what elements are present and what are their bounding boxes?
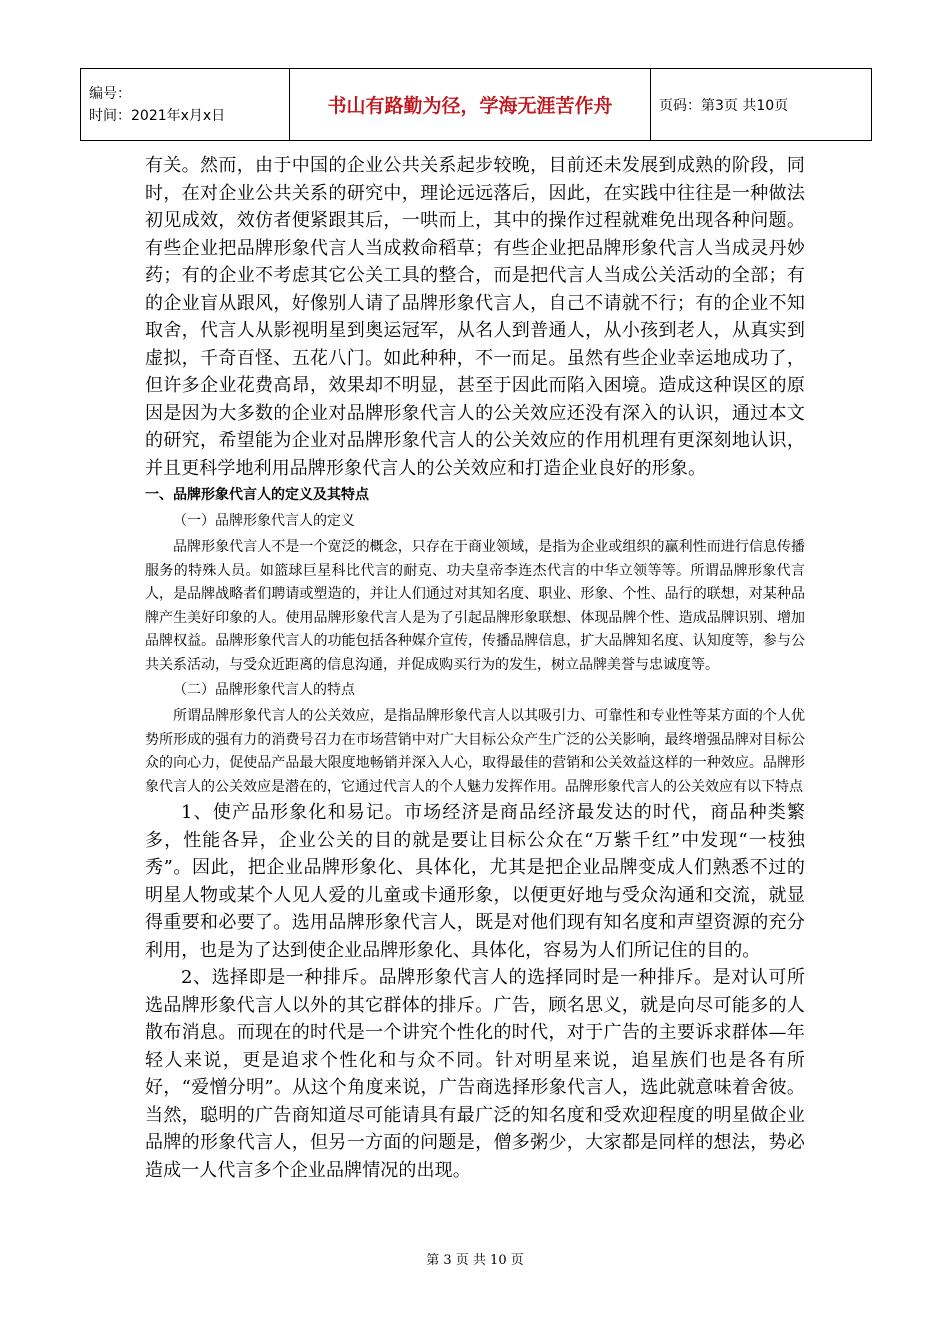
header-meta xyxy=(81,69,290,141)
section-heading: 一、品牌形象代言人的定义及其特点 xyxy=(145,487,369,503)
definition-paragraph: 品牌形象代言人不是一个宽泛的概念，只存在于商业领域，是指为企业或组织的赢利性而进行信息传播服务的特殊人员。如篮球巨星科比代言的耐克、功夫皇帝李连杰代言的中华立领等等。所谓品牌形象代言人，是品牌战略者们聘请或塑造的，并让人们通过对其知名度、职业、形象、个性、品行的联想，对某种品牌产生美好印象的人。使用品牌形象代言人是为了引起品牌形象联想、体现品牌个性、造成品牌识别、增加品牌权益。品牌形象代言人的功能包括各种媒介宣传，传播品牌信息，扩大品牌知名度、认知度等，参与公共关系活动，与受众近距离的信息沟通，并促成购买行为的发生，树立品牌美誉与忠诚度等。 xyxy=(145,539,805,673)
header-motto: 书山有路勤为径，学海无涯苦作舟 xyxy=(290,69,651,141)
page-footer: 第 3 页 共 10 页 xyxy=(426,1253,524,1268)
features-paragraph: 所谓品牌形象代言人的公关效应，是指品牌形象代言人以其吸引力、可靠性和专业性等某方面的个人优势所形成的强有力的消费号召力在市场营销中对广大目标公众产生广泛的公关影响，最终增强品牌对目标公众的向心力，促使品产品最大限度地畅销并深入人心，取得最佳的营销和公关效益这样的一种效应。品牌形象代言人的公关效应是潜在的，它通过代言人的个人魅力发挥作用。品牌形象代言人的公关效应有以下特点 xyxy=(145,708,805,795)
point-1-paragraph: 1、使产品形象化和易记。市场经济是商品经济最发达的时代，商品种类繁多，性能各异，企业公关的目的就是要让目标公众在“万紫千红”中发现“一枝独秀”。因此，把企业品牌形象化、具体化，尤其是把企业品牌变成人们熟悉不过的明星人物或某个人见人爱的儿童或卡通形象，以便更好地与受众沟通和交流，就显得重要和必要了。选用品牌形象代言人，既是对他们现有知名度和声望资源的充分利用，也是为了达到使企业品牌形象化、具体化，容易为人们所记住的目的。 xyxy=(145,802,805,961)
document-body xyxy=(145,152,805,1184)
subsection-title-features: （二）品牌形象代言人的特点 xyxy=(173,682,355,698)
document-date-label: 时间：2021年x月x日 xyxy=(89,107,226,124)
header-page-info: 页码：第3页 共10页 xyxy=(651,69,872,141)
point-2-paragraph: 2、选择即是一种排斥。品牌形象代言人的选择同时是一种排斥。是对认可所选品牌形象代言人以外的其它群体的排斥。广告，顾名思义，就是向尽可能多的人散布消息。而现在的时代是一个讲究个性化的时代，对于广告的主要诉求群体—年轻人来说，更是追求个性化和与众不同。针对明星来说，追星族们也是各有所好，“爱憎分明”。从这个角度来说，广告商选择形象代言人，选此就意味着舍彼。当然，聪明的广告商知道尽可能请具有最广泛的知名度和受欢迎程度的明星做企业品牌的形象代言人，但另一方面的问题是，僧多粥少，大家都是同样的想法，势必造成一人代言多个企业品牌情况的出现。 xyxy=(145,967,805,1181)
subsection-title-definition: （一）品牌形象代言人的定义 xyxy=(173,513,355,529)
document-number-label: 编号： xyxy=(89,85,131,102)
page-header xyxy=(80,68,872,141)
intro-paragraph: 有关。然而，由于中国的企业公共关系起步较晚，目前还未发展到成熟的阶段，同时，在对企业公共关系的研究中，理论远远落后，因此，在实践中往往是一种做法初见成效，效仿者便紧跟其后，一哄而上，其中的操作过程就难免出现各种问题。有些企业把品牌形象代言人当成救命稻草；有些企业把品牌形象代言人当成灵丹妙药；有的企业不考虑其它公关工具的整合，而是把代言人当成公关活动的全部；有的企业盲从跟风，好像别人请了品牌形象代言人，自己不请就不行；有的企业不知取舍，代言人从影视明星到奥运冠军，从名人到普通人，从小孩到老人，从真实到虚拟，千奇百怪、五花八门。如此种种，不一而足。虽然有些企业幸运地成功了，但许多企业花费高昂，效果却不明显，甚至于因此而陷入困境。造成这种误区的原因是因为大多数的企业对品牌形象代言人的公关效应还没有深入的认识，通过本文的研究，希望能为企业对品牌形象代言人的公关效应的作用机理有更深刻地认识，并且更科学地利用品牌形象代言人的公关效应和打造企业良好的形象。 xyxy=(145,155,805,479)
